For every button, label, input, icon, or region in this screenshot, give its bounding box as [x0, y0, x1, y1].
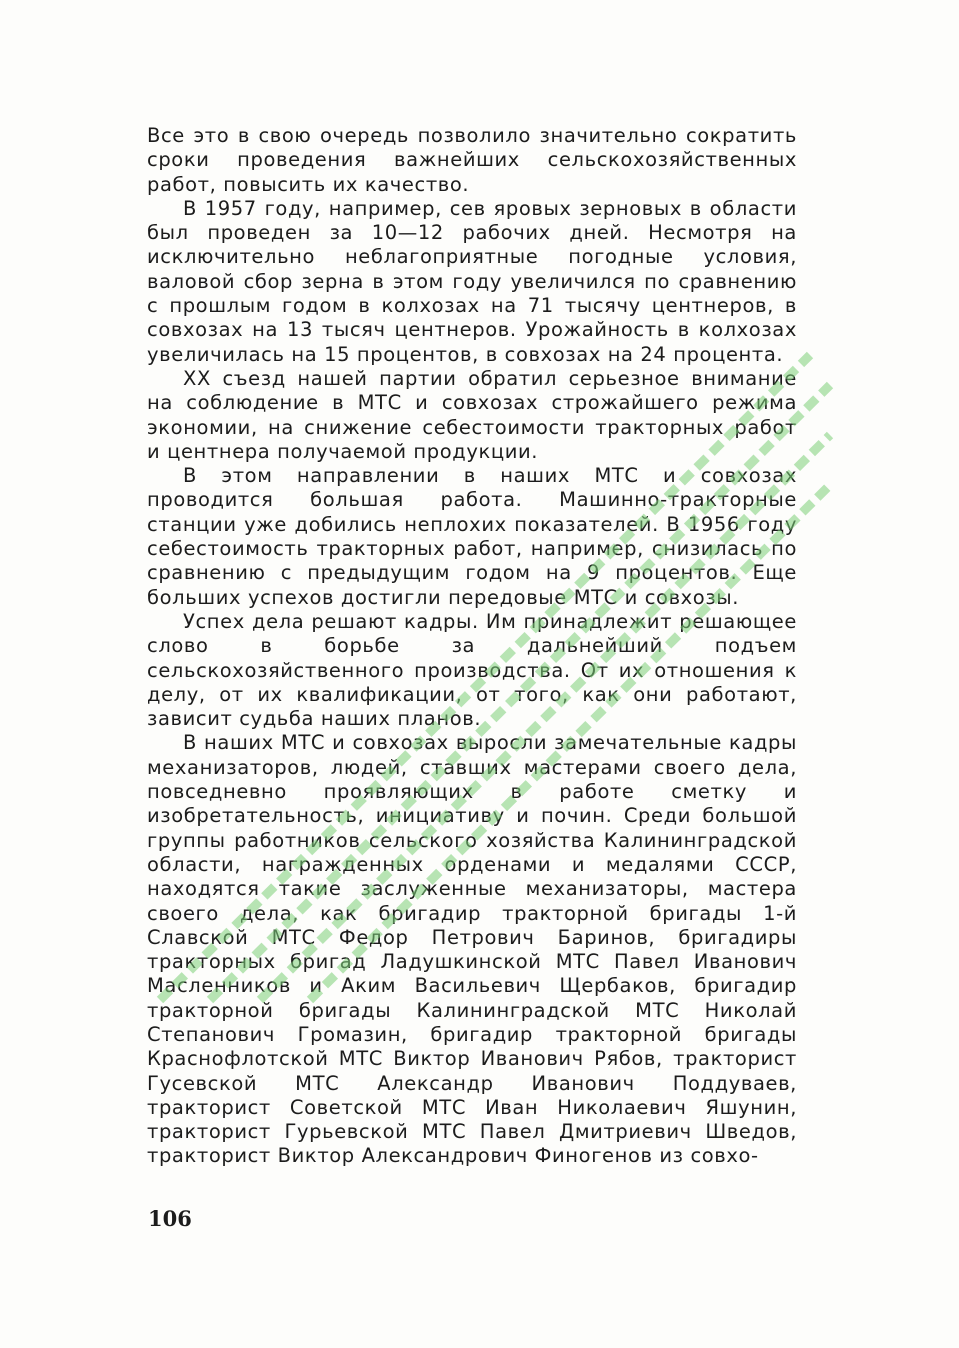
- paragraph-5: Успех дела решают кадры. Им принадлежит решающее слово в борьбе за дальнейший подъем сельскохозяйственного производства. От их отношения к делу, от их квалификации, от того, как они работают, зависит судьба наших планов.: [147, 609, 797, 731]
- page-number: 106: [148, 1206, 192, 1231]
- paragraph-4: В этом направлении в наших МТС и совхозах проводится большая работа. Машинно-тракторные станции уже добились неплохих показателей. В 1956 году себестоимость тракторных работ, например, снизилась по сравнению с предыдущим годом на 9 процентов. Еще больших успехов достигли передовые МТС и совхозы.: [147, 464, 797, 609]
- body-text: [147, 124, 797, 1169]
- paragraph-1: Все это в свою очередь позволило значительно сократить сроки проведения важнейших сельскохозяйственных работ, повысить их качество.: [147, 124, 797, 196]
- paragraph-2: В 1957 году, например, сев яровых зерновых в области был проведен за 10—12 рабочих дней. Несмотря на исключительно неблагоприятные погодные условия, валовой сбор зерна в этом году увеличился по сравнению с прошлым годом в колхозах на 71 тысячу центнеров, в совхозах на 13 тысяч центнеров. Урожайность в колхозах увеличилась на 15 процентов, в совхозах на 24 процента.: [147, 196, 797, 366]
- paragraph-3: XX съезд нашей партии обратил серьезное внимание на соблюдение в МТС и совхозах строжайшего режима экономии, на снижение себестоимости тракторных работ и центнера получаемой продукции.: [147, 366, 797, 463]
- paragraph-6: В наших МТС и совхозах выросли замечательные кадры механизаторов, людей, ставших мастерами своего дела, повседневно проявляющих в работе сметку и изобретательность, инициативу и почин. Среди большой группы работников сельского хозяйства Калининградской области, награжденных орденами и медалями СССР, находятся такие заслуженные механизаторы, мастера своего дела, как бригадир тракторной бригады 1-й Славской МТС Федор Петрович Баринов, бригадиры тракторных бригад Ладушкинской МТС Павел Иванович Масленников и Аким Васильевич Щербаков, бригадир тракторной бригады Калининградской МТС Николай Степанович Громазин, бригадир тракторной бригады Краснофлотской МТС Виктор Иванович Рябов, тракторист Гусевской МТС Александр Иванович Поддуваев, тракторист Советской МТС Иван Николаевич Яшунин, тракторист Гурьевской МТС Павел Дмитриевич Шведов, тракторист Виктор Александрович Финогенов из совхо-: [147, 731, 797, 1168]
